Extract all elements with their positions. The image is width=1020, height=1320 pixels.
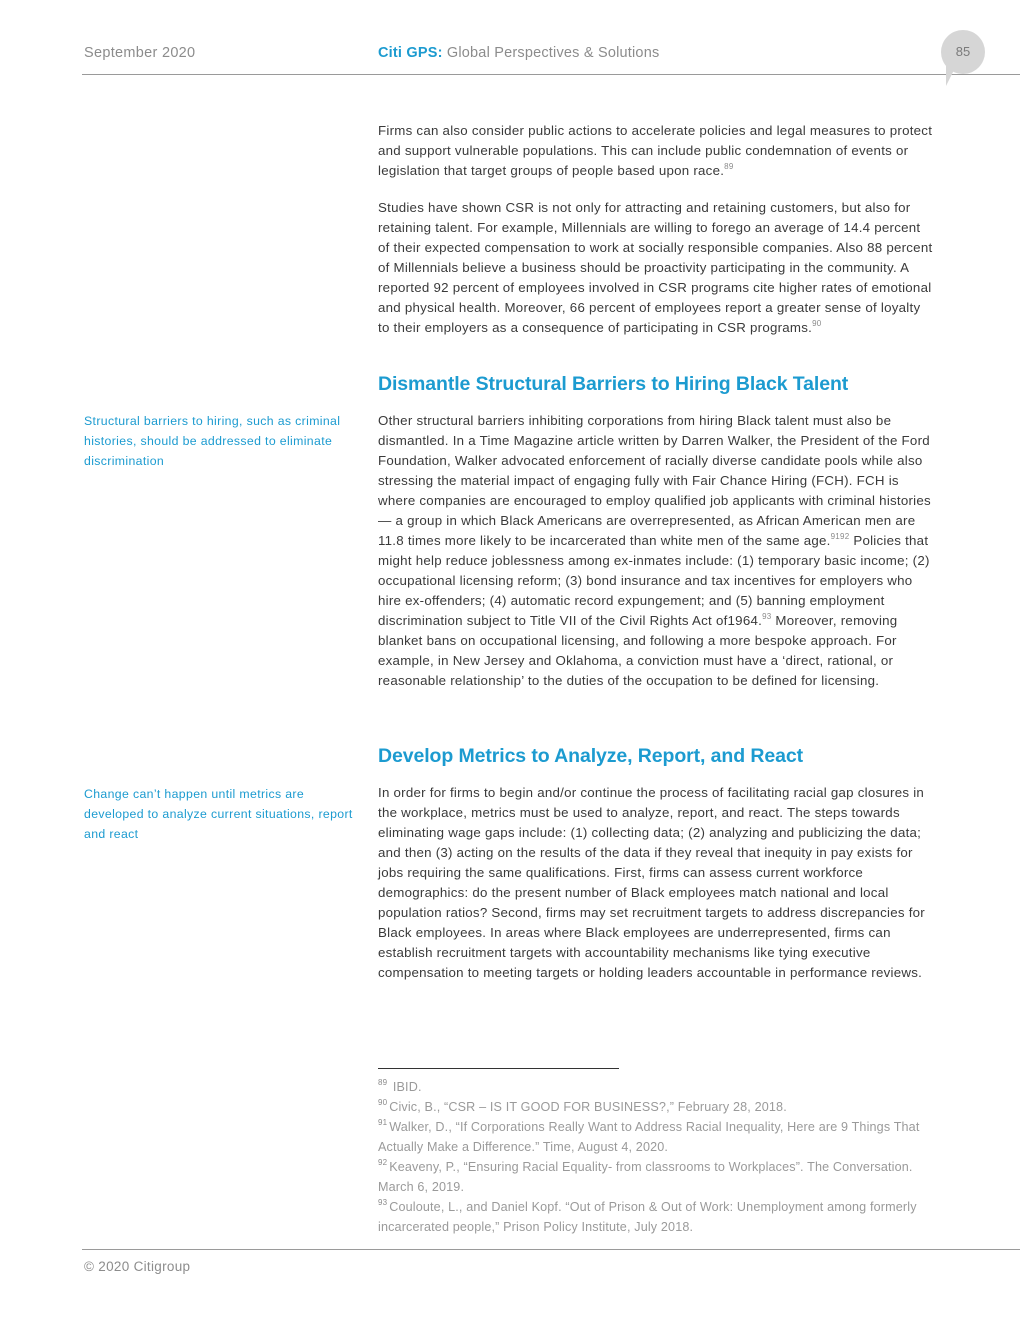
body-paragraph-3	[378, 411, 934, 691]
footnotes	[378, 1077, 934, 1237]
para3-text-a: Other structural barriers inhibiting corporations from hiring Black talent must also be dismantled. In a Time Magazine article written by Darren Walker, the President of the Ford Foundation, Walker advocated enforcement of racially diverse candidate pools while also stressing the material impact of engaging fully with Fair Chance Hiring (FCH). FCH is where companies are encouraged to employ qualified job applicants with criminal histories — a group in which Black Americans are overrepresented, as African American men are 11.8 times more likely to be incarcerated than white men of the same age.	[378, 413, 931, 548]
body-paragraph-1	[378, 121, 934, 181]
footnote-ref-90: 90	[812, 319, 822, 328]
section-heading-structural-barriers: Dismantle Structural Barriers to Hiring Black Talent	[378, 373, 849, 395]
header-date: September 2020	[84, 45, 196, 61]
header-brand: Citi GPS:	[378, 45, 443, 61]
header-subtitle: Global Perspectives & Solutions	[446, 45, 660, 61]
header-publication-title	[378, 45, 659, 61]
footnote-item: $^{91}$ Walker, D., “If Corporations Really Want to Address Racial Inequality, Here are 9 Things That Actually Make a Difference.” Time, August 4, 2020.	[378, 1118, 920, 1154]
footnote-item: $^{92}$ Keaveny, P., “Ensuring Racial Equality- from classrooms to Workplaces”. The Conversation. March 6, 2019.	[378, 1158, 913, 1194]
footnote-item: $^{89}$ IBID.	[378, 1078, 422, 1094]
body-paragraph-4	[378, 783, 934, 983]
header-divider	[82, 74, 1020, 75]
para3-text-c: Moreover, removing blanket bans on occupational licensing, and following a more bespoke approach. For example, in New Jersey and Oklahoma, a conviction must have a ‘direct, rational, or reasonable relationship’ to the duties of the occupation to be defined for licensing.	[378, 613, 898, 688]
footnote-item: $^{90}$ Civic, B., “CSR – IS IT GOOD FOR BUSINESS?,” February 28, 2018.	[378, 1098, 787, 1114]
footnote-ref-9192: 9192	[830, 532, 850, 541]
body-paragraph-2	[378, 198, 934, 338]
section-heading-metrics: Develop Metrics to Analyze, Report, and React	[378, 745, 803, 767]
para4-text: In order for firms to begin and/or continue the process of facilitating racial gap closures in the workplace, metrics must be used to analyze, report, and react. The steps towards eliminating wage gaps include: (1) collecting data; (2) analyzing and publicizing the data; and then (3) acting on the results of the data if they reveal that inequity in pay exists for jobs requiring the same qualifications. First, firms can assess current workforce demographics: do the present number of Black employees match national and local population ratios? Second, firms may set recruitment targets to address discrepancies for Black employees. In areas where Black employees are underrepresented, firms can establish recruitment targets with accountability mechanisms like tying executive compensation to meeting targets or holding leaders accountable in performance reviews.	[378, 785, 925, 980]
footer-divider	[82, 1249, 1020, 1250]
para2-text: Studies have shown CSR is not only for attracting and retaining customers, but also for retaining talent. For example, Millennials are willing to forego an average of 14.4 percent of their expected compensation to work at socially responsible companies. Also 88 percent of Millennials believe a business should be proactivity participating in the community. A reported 92 percent of employees involved in CSR programs cite higher rates of emotional and physical health. Moreover, 66 percent of employees report a greater sense of loyalty to their employers as a consequence of participating in CSR programs.	[378, 200, 933, 335]
footnote-ref-93: 93	[762, 612, 772, 621]
footnote-item: $^{93}$ Couloute, L., and Daniel Kopf. “Out of Prison & Out of Work: Unemployment among formerly incarcerated people,” Prison Policy Institute, July 2018.	[378, 1198, 917, 1234]
sidenote-structural-barriers: Structural barriers to hiring, such as criminal histories, should be addressed to eliminate discrimination	[84, 414, 341, 468]
footnote-ref-89: 89	[724, 162, 734, 171]
footnote-separator	[378, 1068, 619, 1069]
para3-text-b: Policies that might help reduce joblessness among ex-inmates include: (1) temporary basic income; (2) occupational licensing reform; (3) bond insurance and tax incentives for employers who hire ex-offenders; (4) automatic record expungement; and (5) banning employment discrimination subject to Title VII of the Civil Rights Act of1964.	[378, 533, 930, 628]
para1-text: Firms can also consider public actions to accelerate policies and legal measures to protect and support vulnerable populations. This can include public condemnation of events or legislation that target groups of people based upon race.	[378, 123, 933, 178]
sidenote-metrics: Change can’t happen until metrics are developed to analyze current situations, report and react	[84, 787, 353, 841]
page-number-badge: 85	[941, 30, 985, 74]
footer-copyright: © 2020 Citigroup	[84, 1259, 191, 1274]
